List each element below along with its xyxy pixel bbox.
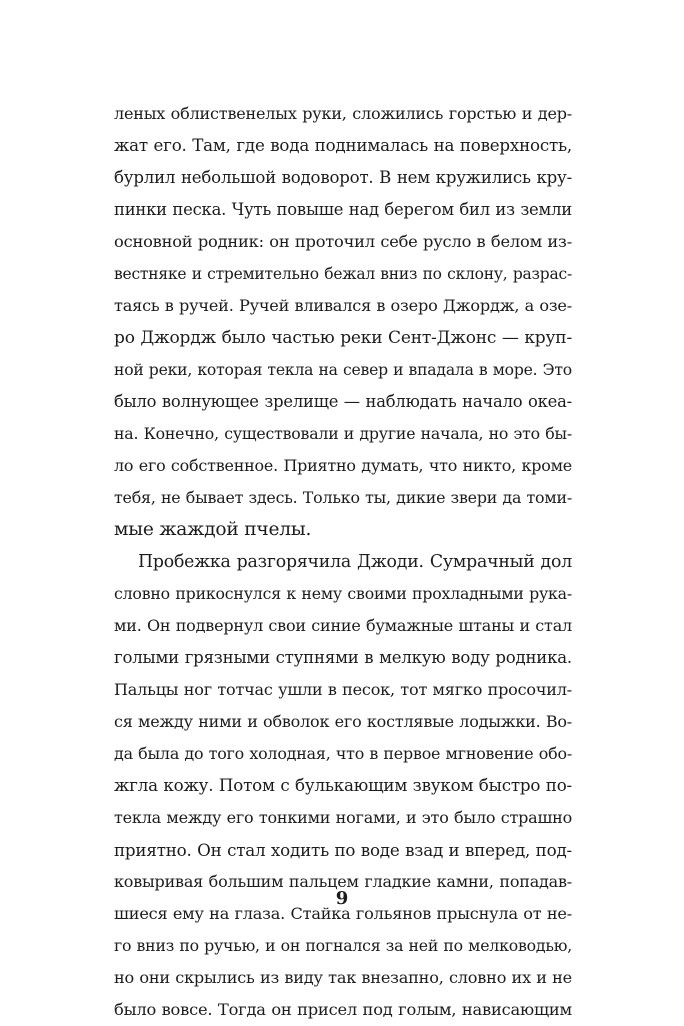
text-line: ной реки, которая текла на север и впадала в море. Это bbox=[114, 361, 572, 379]
text-line: текла между его тонкими ногами, и это было страшно bbox=[114, 808, 572, 827]
text-line: голыми грязными ступнями в мелкую воду родника. bbox=[114, 648, 572, 667]
text-line: Пальцы ног тотчас ушли в песок, тот мягко просочил- bbox=[114, 680, 572, 699]
text-line: приятно. Он стал ходить по воде взад и вперед, под- bbox=[114, 840, 572, 860]
text-line: ся между ними и обволок его костлявые лодыжки. Во- bbox=[114, 712, 572, 731]
text-line: да была до того холодная, что в первое мгновение обо- bbox=[114, 744, 572, 763]
text-line: леных облиственелых руки, сложились горстью и дер- bbox=[114, 104, 572, 123]
text-line: ми. Он подвернул свои синие бумажные штаны и стал bbox=[114, 616, 572, 635]
text-line: вестняке и стремительно бежал вниз по склону, разрас- bbox=[114, 265, 572, 283]
text-line: таясь в ручей. Ручей вливался в озеро Джордж, а озе- bbox=[114, 296, 572, 315]
text-line: шиеся ему на глаза. Стайка гольянов прыснула от не- bbox=[114, 904, 572, 923]
text-line: но они скрылись из виду так внезапно, словно их и не bbox=[114, 968, 572, 987]
text-line: было вовсе. Тогда он присел под голым, нависающим bbox=[114, 1000, 572, 1019]
text-line: жат его. Там, где вода поднималась на поверхность, bbox=[114, 136, 572, 155]
paragraph-2 bbox=[114, 546, 572, 1026]
text-line: ро Джордж было частью реки Сент-Джонс — круп- bbox=[114, 328, 572, 348]
text-line: жгла кожу. Потом с булькающим звуком быстро по- bbox=[114, 776, 572, 795]
text-line: бурлил небольшой водоворот. В нем кружились кру- bbox=[114, 168, 572, 187]
text-line: ковыривая большим пальцем гладкие камни, попадав- bbox=[114, 872, 572, 891]
text-line: Пробежка разгорячила Джоди. Сумрачный дол bbox=[138, 552, 572, 572]
text-line: ло его собственное. Приятно думать, что никто, кроме bbox=[114, 456, 572, 475]
text-line: пинки песка. Чуть повыше над берегом бил из земли bbox=[114, 200, 572, 219]
text-line: тебя, не бывает здесь. Только ты, дикие звери да томи- bbox=[114, 488, 572, 507]
text-line: словно прикоснулся к нему своими прохладными рука- bbox=[114, 584, 572, 603]
text-line: основной родник: он проточил себе русло в белом из- bbox=[114, 232, 572, 251]
paragraph-1 bbox=[114, 98, 572, 546]
text-line: го вниз по ручью, и он погнался за ней по мелководью, bbox=[114, 936, 572, 955]
body-text bbox=[114, 98, 572, 1026]
text-line: было волнующее зрелище — наблюдать начало океа- bbox=[114, 392, 572, 411]
page-number: 9 bbox=[335, 888, 349, 909]
text-line: мые жаждой пчелы. bbox=[114, 519, 312, 540]
text-line: на. Конечно, существовали и другие начала, но это бы- bbox=[114, 424, 572, 443]
